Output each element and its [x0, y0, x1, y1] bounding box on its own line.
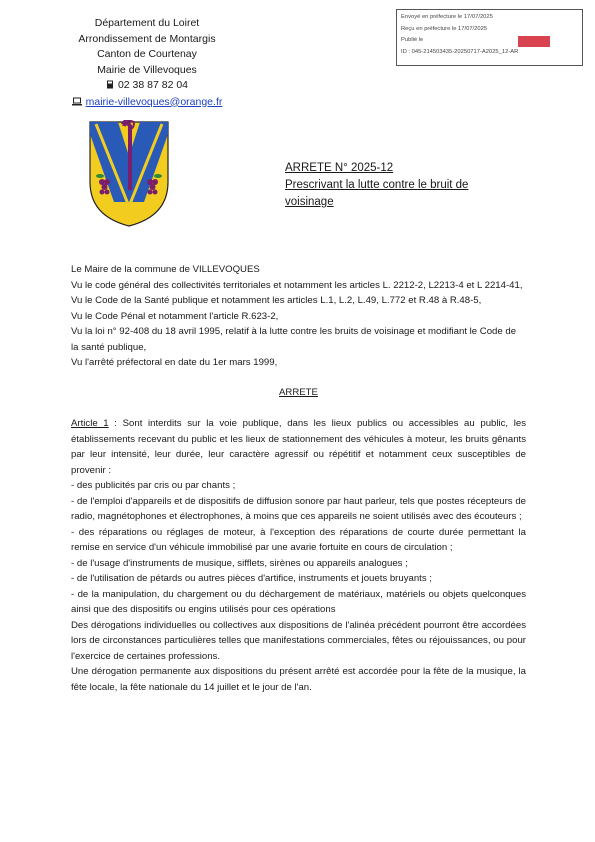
preamble-mayor: Le Maire de la commune de VILLEVOQUES: [71, 264, 260, 275]
header-line-department: Département du Loiret: [94, 17, 200, 29]
phone-icon: [106, 79, 114, 95]
preamble-law: Vu la loi n° 92-408 du 18 avril 1995, relatif à la lutte contre les bruits de voisinage et modifiant le Code de la santé publique,: [71, 326, 517, 353]
decree-body: [71, 262, 526, 695]
header-line-canton: Canton de Courtenay: [97, 48, 197, 60]
article-1-derogation-permanent: Une dérogation permanente aux dispositions du présent arrêté est accordée pour la fête de la musique, la fête locale, la fête nationale du 14 juillet et le jour de l'an.: [71, 666, 526, 693]
article-1-item: - de l'utilisation de pétards ou autres pièces d'artifice, instruments et jouets bruyants ;: [71, 573, 432, 584]
decree-subject-line-1: Prescrivant la lutte contre le bruit de: [285, 179, 469, 191]
article-1-item: - de la manipulation, du chargement ou du déchargement de matériaux, matériels ou objets quelconques ainsi que des dispositifs ou engins utilisés pour ces opérations: [71, 588, 526, 615]
article-1-item: - de l'usage d'instruments de musique, sifflets, sirènes ou appareils analogues ;: [71, 557, 408, 569]
preamble-health-code: Vu le Code de la Santé publique et notamment les articles L.1, L.2, L.49, L.772 et R.48 à R.48-5,: [71, 295, 482, 306]
prefecture-stamp: [396, 9, 583, 66]
stamp-received: Reçu en préfecture le 17/07/2025: [401, 25, 488, 32]
berger-levrault-logo: [518, 36, 550, 47]
stamp-published: Publié le: [401, 37, 424, 43]
stamp-sent: Envoyé en préfecture le 17/07/2025: [401, 14, 493, 20]
stamp-id: ID : 045-214503435-20250717-A2025_12-AR: [401, 48, 519, 55]
article-1-derogation-individual: Des dérogations individuelles ou collectives aux dispositions de l'alinéa précédent pourront être accordées lors de circonstances particulières telles que manifestations commerciales, fêtes ou réjouissances, ou pour l'exercice de certaines professions.: [71, 619, 526, 662]
preamble-penal-code: Vu le Code Pénal et notamment l'article R.623-2,: [71, 310, 279, 322]
mairie-header: [52, 16, 242, 111]
article-1-item: - des publicités par cris ou par chants ;: [71, 480, 236, 491]
decree-heading: ARRETE: [279, 386, 318, 398]
decree-title: [285, 160, 495, 211]
article-1-item: - de l'emploi d'appareils et de dispositifs de diffusion sonore par haut parleur, tels que postes récepteurs de radio, magnétophones et électrophones, à moins que ces appareils ne soient utilisés avec des écouteurs ;: [71, 495, 526, 522]
article-1-text: : Sont interdits sur la voie publique, dans les lieux publics ou accessibles au public, les établissements recevant du public et les lieux de stationnement des véhicules à moteur, les bruits gênants par leur intensité, leur durée, leur caractère agressif ou répétitif et notamment ceux susceptibles de provenir :: [71, 418, 527, 476]
decree-number: ARRETE N° 2025-12: [285, 162, 394, 174]
email-line: [52, 95, 242, 112]
header-line-mairie: Mairie de Villevoques: [97, 63, 197, 76]
header-line-arrondissement: Arrondissement de Montargis: [78, 32, 216, 45]
phone-number: 02 38 87 82 04: [117, 79, 189, 91]
coat-of-arms: [88, 120, 170, 228]
email-link[interactable]: mairie-villevoques@orange.fr: [85, 95, 223, 108]
article-1-intro: [71, 416, 526, 478]
preamble-prefectoral: Vu l'arrêté préfectoral en date du 1er mars 1999,: [71, 357, 278, 368]
computer-icon: [72, 96, 82, 112]
preamble-cgct: Vu le code général des collectivités territoriales et notamment les articles L. 2212-2, L2213-4 et L 2214-41,: [71, 279, 523, 291]
article-1-item: - des réparations ou réglages de moteur, à l'exception des réparations de courte durée permettant la remise en service d'un véhicule immobilisé par une avarie fortuite en cours de circulation ;: [71, 526, 526, 553]
article-1-label: Article 1: [71, 418, 109, 429]
decree-subject-line-2: voisinage: [285, 196, 334, 208]
phone-line: [52, 78, 242, 95]
